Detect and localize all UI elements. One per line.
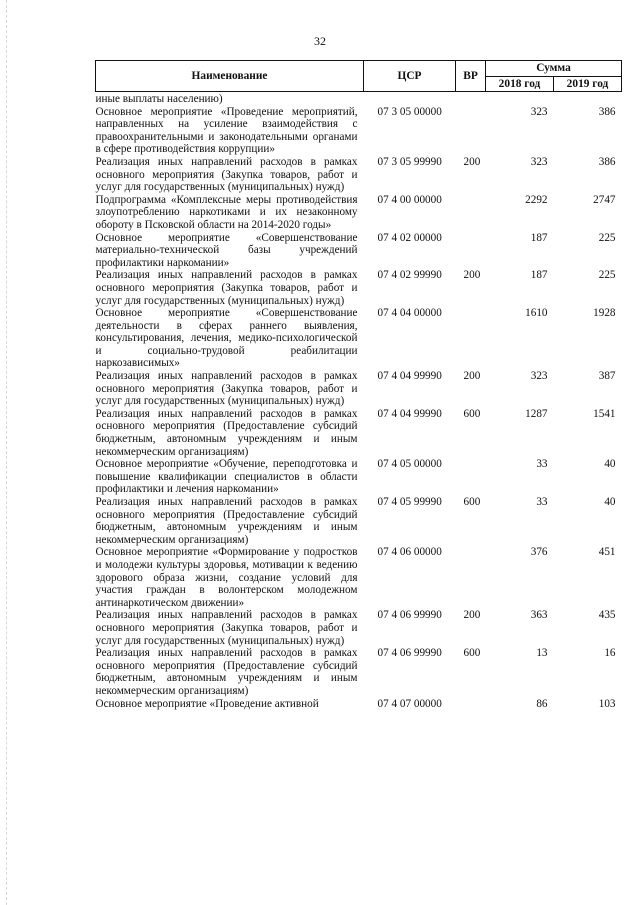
row-csr-code: 07 4 04 99990 [377, 370, 442, 383]
header-csr: ЦСР [364, 61, 456, 92]
row-name: Реализация иных направлений расходов в рамках основного мероприятия (Закупка товаров, работ и услуг для государственных (муниципальных) нужд) [95, 155, 358, 194]
table-row [96, 647, 622, 697]
row-csr-code: 07 4 05 00000 [377, 458, 442, 471]
row-csr-code: 07 4 06 99990 [377, 647, 442, 660]
header-name: Наименование [96, 61, 364, 92]
row-sum-2018: 33 [536, 458, 548, 471]
row-sum-2018: 376 [530, 546, 548, 559]
row-name: Реализация иных направлений расходов в рамках основного мероприятия (Закупка товаров, работ и услуг для государственных (муниципальных) нужд) [95, 269, 358, 307]
row-csr-code: 07 4 02 00000 [377, 231, 442, 244]
row-sum-2019: 40 [604, 496, 616, 508]
row-sum-2019: 103 [598, 697, 616, 710]
row-sum-2018: 323 [530, 370, 548, 383]
row-name: Реализация иных направлений расходов в рамках основного мероприятия (Предоставление субсидий бюджетным, автономным учреждениям и иным некоммерческим организациям) [95, 407, 358, 458]
row-sum-2019: 40 [604, 458, 616, 471]
row-sum-2018: 1610 [525, 307, 548, 320]
row-csr-code: 07 4 06 99990 [377, 609, 442, 622]
row-sum-2019: 1541 [593, 407, 616, 420]
row-name: Основное мероприятие «Совершенствование материально-технической базы учреждений профилактики наркомании» [95, 231, 358, 269]
row-vr-code: 200 [463, 269, 481, 282]
row-name: Основное мероприятие «Формирование у подростков и молодежи культуры здоровья, мотивации к ведению здорового образа жизни, создание условий для участия граждан в волонтерском молодежном антинаркотическом движении» [95, 546, 358, 609]
row-vr-code: 600 [463, 496, 481, 508]
budget-table [95, 60, 622, 710]
row-vr-code [456, 92, 486, 106]
row-name: Основное мероприятие «Проведение мероприятий, направленных на усиление взаимодействия с правоохранительными и законодательными органами в сфере противодействия коррупции» [95, 105, 358, 156]
row-name: Основное мероприятие «Обучение, переподготовка и повышение квалификации специалистов в области профилактики и лечения наркомании» [95, 458, 358, 496]
table-row [96, 106, 622, 156]
table-body [96, 92, 622, 711]
row-sum-2019: 225 [598, 269, 616, 282]
table-row [96, 408, 622, 458]
table-row [96, 609, 622, 647]
row-sum-2019: 2747 [593, 193, 616, 206]
row-csr-code: 07 4 04 00000 [377, 307, 442, 320]
row-vr-code: 600 [463, 407, 481, 420]
table-header [96, 61, 622, 92]
row-sum-2018: 2292 [525, 193, 548, 206]
row-csr-code: 07 4 07 00000 [377, 697, 442, 710]
page-edge-line [6, 0, 7, 905]
row-sum-2018: 323 [530, 105, 548, 118]
row-sum-2019: 225 [598, 231, 616, 244]
table-row [96, 92, 622, 106]
row-sum-2018: 187 [530, 231, 548, 244]
row-sum-2018: 187 [530, 269, 548, 282]
row-sum-2019: 16 [604, 647, 616, 660]
row-sum-2018: 363 [530, 609, 548, 622]
page-number: 32 [314, 34, 326, 48]
row-vr-code: 200 [463, 155, 481, 168]
row-csr-code: 07 3 05 00000 [377, 105, 442, 118]
header-sum: Сумма [486, 61, 622, 77]
row-name: Подпрограмма «Комплексные меры противодействия злоупотреблению наркотиками и их незаконному обороту в Псковской области на 2014-2020 годы» [95, 193, 358, 231]
row-vr-code [456, 232, 486, 270]
row-name: Реализация иных направлений расходов в рамках основного мероприятия (Предоставление субсидий бюджетным, автономным учреждениям и иным некоммерческим организациям) [95, 647, 358, 697]
table-row [96, 496, 622, 546]
table-row [96, 194, 622, 232]
row-csr-code [364, 92, 456, 106]
table-row [96, 232, 622, 270]
header-year-2019: 2019 год [554, 77, 622, 92]
row-vr-code: 200 [463, 370, 481, 383]
table-row [96, 546, 622, 609]
row-sum-2019: 1928 [593, 307, 616, 320]
table-row [96, 269, 622, 307]
row-vr-code [456, 106, 486, 156]
table-row [96, 156, 622, 194]
row-sum-2018: 33 [536, 496, 548, 508]
row-csr-code: 07 4 00 00000 [377, 193, 442, 206]
row-csr-code: 07 4 06 00000 [377, 546, 442, 559]
row-name: иные выплаты населению) [95, 93, 223, 105]
row-vr-code [456, 458, 486, 496]
row-vr-code [456, 307, 486, 370]
row-sum-2018: 13 [536, 647, 548, 660]
row-vr-code [456, 698, 486, 711]
row-sum-2019: 386 [598, 155, 616, 168]
row-csr-code: 07 4 02 99990 [377, 269, 442, 282]
row-sum-2019: 387 [598, 370, 616, 383]
row-sum-2019: 451 [598, 546, 616, 559]
row-vr-code [456, 546, 486, 609]
row-name: Реализация иных направлений расходов в рамках основного мероприятия (Предоставление субсидий бюджетным, автономным учреждениям и иным некоммерческим организациям) [95, 496, 358, 546]
row-vr-code: 200 [463, 609, 481, 622]
row-vr-code: 600 [463, 647, 481, 660]
row-vr-code [456, 194, 486, 232]
row-sum-2018: 323 [530, 155, 548, 168]
row-name: Основное мероприятие «Проведение активной [95, 697, 319, 710]
table-row [96, 698, 622, 711]
header-year-2018: 2018 год [486, 77, 554, 92]
table-row [96, 458, 622, 496]
table-row [96, 307, 622, 370]
row-csr-code: 07 4 05 99990 [377, 496, 442, 508]
row-sum-2018: 1287 [525, 407, 548, 420]
row-sum-2019: 435 [598, 609, 616, 622]
row-csr-code: 07 4 04 99990 [377, 407, 442, 420]
row-sum-2019: 386 [598, 105, 616, 118]
table-row [96, 370, 622, 408]
row-name: Реализация иных направлений расходов в рамках основного мероприятия (Закупка товаров, работ и услуг для государственных (муниципальных) нужд) [95, 370, 358, 408]
header-vr: ВР [456, 61, 486, 92]
row-sum-2018: 86 [536, 697, 548, 710]
row-name: Основное мероприятие «Совершенствование деятельности в сферах раннего выявления, консультирования, лечения, медико-психологической и социально-трудовой реабилитации наркозависимых» [95, 307, 358, 370]
row-sum-2018 [486, 92, 554, 106]
row-csr-code: 07 3 05 99990 [377, 155, 442, 168]
row-sum-2019 [554, 92, 622, 106]
row-name: Реализация иных направлений расходов в рамках основного мероприятия (Закупка товаров, работ и услуг для государственных (муниципальных) нужд) [95, 609, 358, 647]
